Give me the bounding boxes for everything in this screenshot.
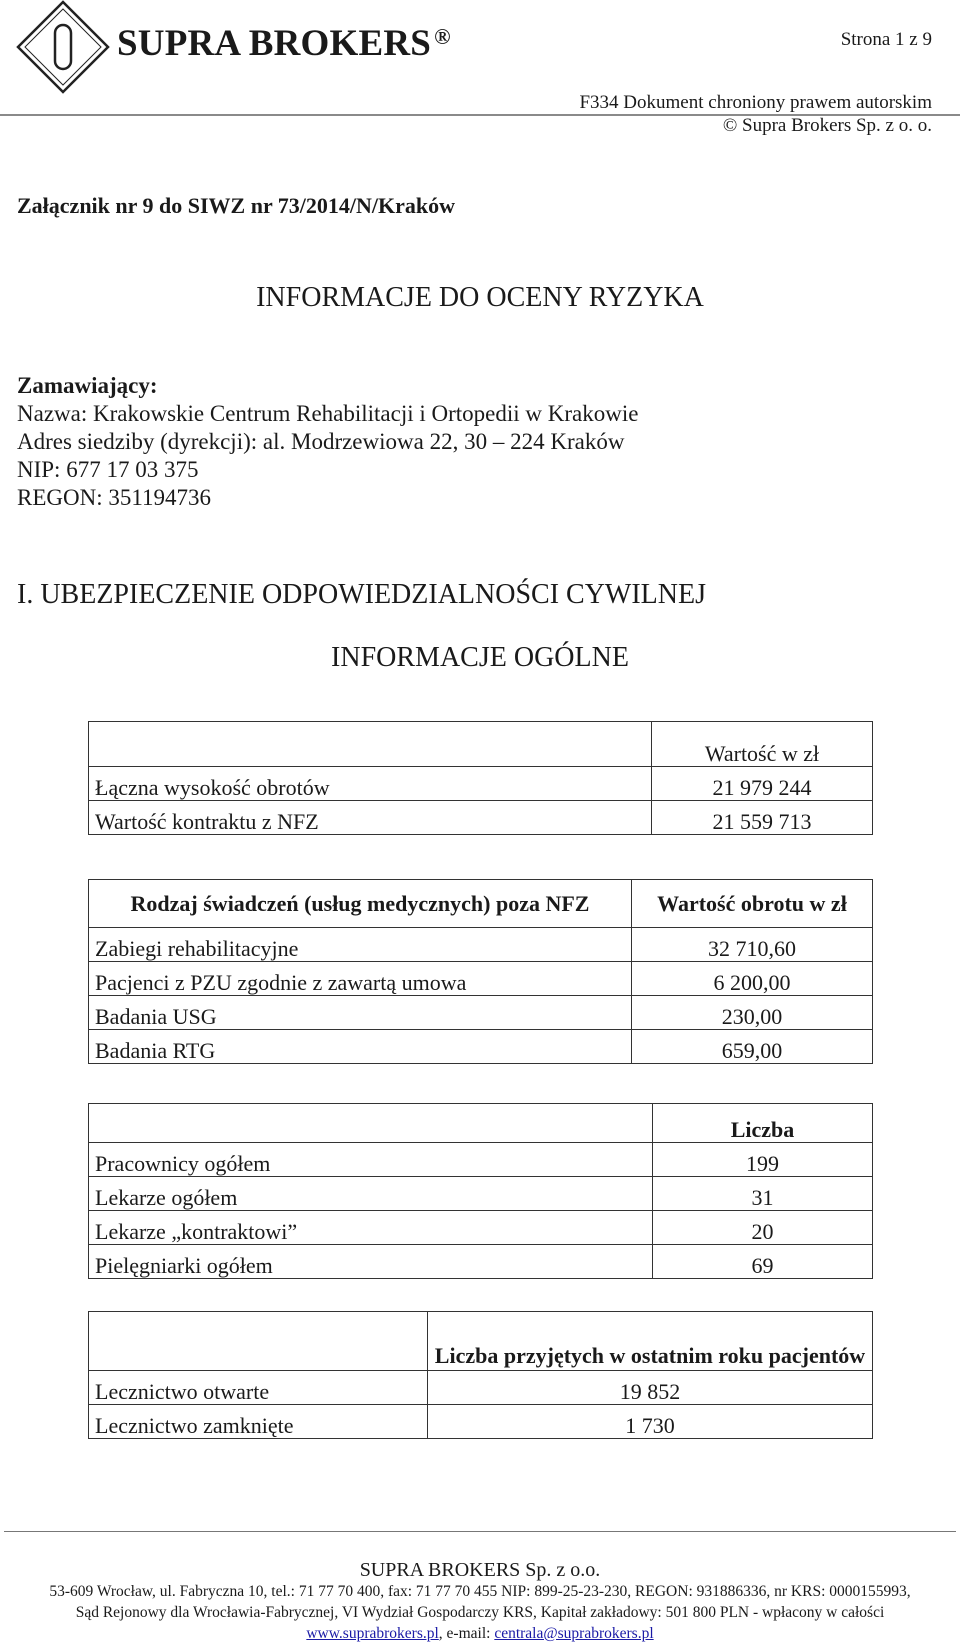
client-regon: REGON: 351194736 [17, 485, 212, 510]
row-label: Badania USG [89, 996, 632, 1030]
row-value: 19 852 [428, 1371, 873, 1405]
column-header-value: Wartość w zł [652, 722, 873, 767]
row-label: Lekarze ogółem [89, 1177, 653, 1211]
table-row [89, 1177, 873, 1211]
row-label: Zabiegi rehabilitacyjne [89, 928, 632, 962]
table-corner-cell [89, 1312, 428, 1371]
patients-table [88, 1311, 873, 1439]
subsection-title: INFORMACJE OGÓLNE [331, 642, 629, 673]
row-label: Lecznictwo otwarte [89, 1371, 428, 1405]
table-row [89, 801, 873, 835]
row-value: 6 200,00 [632, 962, 873, 996]
copyright-line-2: © Supra Brokers Sp. z o. o. [722, 115, 932, 136]
website-link[interactable]: www.suprabrokers.pl [306, 1625, 439, 1642]
table-corner-cell [89, 722, 652, 767]
table-row [89, 962, 873, 996]
table-header-row [89, 722, 873, 767]
table-row [89, 1245, 873, 1279]
row-value: 32 710,60 [632, 928, 873, 962]
row-label: Łączna wysokość obrotów [89, 767, 652, 801]
footer-company-name: SUPRA BROKERS Sp. z o.o. [359, 1559, 601, 1581]
table-row [89, 996, 873, 1030]
email-link[interactable]: centrala@suprabrokers.pl [494, 1625, 654, 1642]
table-row [89, 1030, 873, 1064]
row-value: 659,00 [632, 1030, 873, 1064]
client-name: Nazwa: Krakowskie Centrum Rehabilitacji i Ortopedii w Krakowie [17, 401, 639, 426]
row-label: Lecznictwo zamknięte [89, 1405, 428, 1439]
registered-mark: ® [434, 24, 451, 49]
table-row [89, 928, 873, 962]
table-corner-cell [89, 1104, 653, 1143]
email-prefix: , e-mail: [438, 1625, 495, 1642]
row-label: Badania RTG [89, 1030, 632, 1064]
table-row [89, 1143, 873, 1177]
copyright-line-1: F334 Dokument chroniony prawem autorskim [579, 92, 932, 113]
row-value: 21 979 244 [652, 767, 873, 801]
footer-address-line: 53-609 Wrocław, ul. Fabryczna 10, tel.: 71 77 70 400, fax: 71 77 70 455 NIP: 899-25-23-230, REGON: 931886336, nr KRS: 0000155993, [49, 1583, 911, 1600]
header-divider [0, 114, 960, 116]
row-value: 1 730 [428, 1405, 873, 1439]
row-label: Pracownicy ogółem [89, 1143, 653, 1177]
footer-contact-line [0, 1625, 960, 1643]
row-label: Lekarze „kontraktowi” [89, 1211, 653, 1245]
staff-table [88, 1103, 873, 1279]
row-value: 31 [653, 1177, 873, 1211]
table-header-row [89, 1312, 873, 1371]
footer-divider [4, 1531, 956, 1532]
table-row [89, 1405, 873, 1439]
table-row [89, 1371, 873, 1405]
footer-registry-line: Sąd Rejonowy dla Wrocławia-Fabrycznej, VI Wydział Gospodarczy KRS, Kapitał zakładowy: 501 800 PLN - wpłacony w całości [75, 1604, 885, 1621]
column-header-count: Liczba [653, 1104, 873, 1143]
table-header-row [89, 880, 873, 928]
row-label: Pielęgniarki ogółem [89, 1245, 653, 1279]
page-number: Strona 1 z 9 [840, 29, 932, 50]
client-address: Adres siedziby (dyrekcji): al. Modrzewiowa 22, 30 – 224 Kraków [17, 429, 625, 454]
row-value: 69 [653, 1245, 873, 1279]
general-values-table [88, 721, 873, 835]
row-label: Wartość kontraktu z NFZ [89, 801, 652, 835]
brand-name [117, 22, 451, 65]
row-value: 230,00 [632, 996, 873, 1030]
column-header-turnover: Wartość obrotu w zł [632, 880, 873, 928]
column-header-service-type: Rodzaj świadczeń (usług medycznych) poza NFZ [89, 880, 632, 928]
section-title: I. UBEZPIECZENIE ODPOWIEDZIALNOŚCI CYWILNEJ [17, 579, 707, 610]
services-table [88, 879, 873, 1064]
client-label: Zamawiający: [17, 373, 158, 398]
table-header-row [89, 1104, 873, 1143]
client-info [17, 372, 638, 512]
document-title: INFORMACJE DO OCENY RYZYKA [256, 282, 704, 313]
row-value: 20 [653, 1211, 873, 1245]
client-nip: NIP: 677 17 03 375 [17, 457, 199, 482]
table-row [89, 1211, 873, 1245]
brand-text: SUPRA BROKERS [117, 23, 432, 64]
row-value: 199 [653, 1143, 873, 1177]
attachment-reference: Załącznik nr 9 do SIWZ nr 73/2014/N/Kraków [17, 193, 456, 218]
table-row [89, 767, 873, 801]
row-value: 21 559 713 [652, 801, 873, 835]
company-logo [16, 0, 110, 94]
column-header-patients: Liczba przyjętych w ostatnim roku pacjentów [428, 1312, 873, 1371]
row-label: Pacjenci z PZU zgodnie z zawartą umowa [89, 962, 632, 996]
